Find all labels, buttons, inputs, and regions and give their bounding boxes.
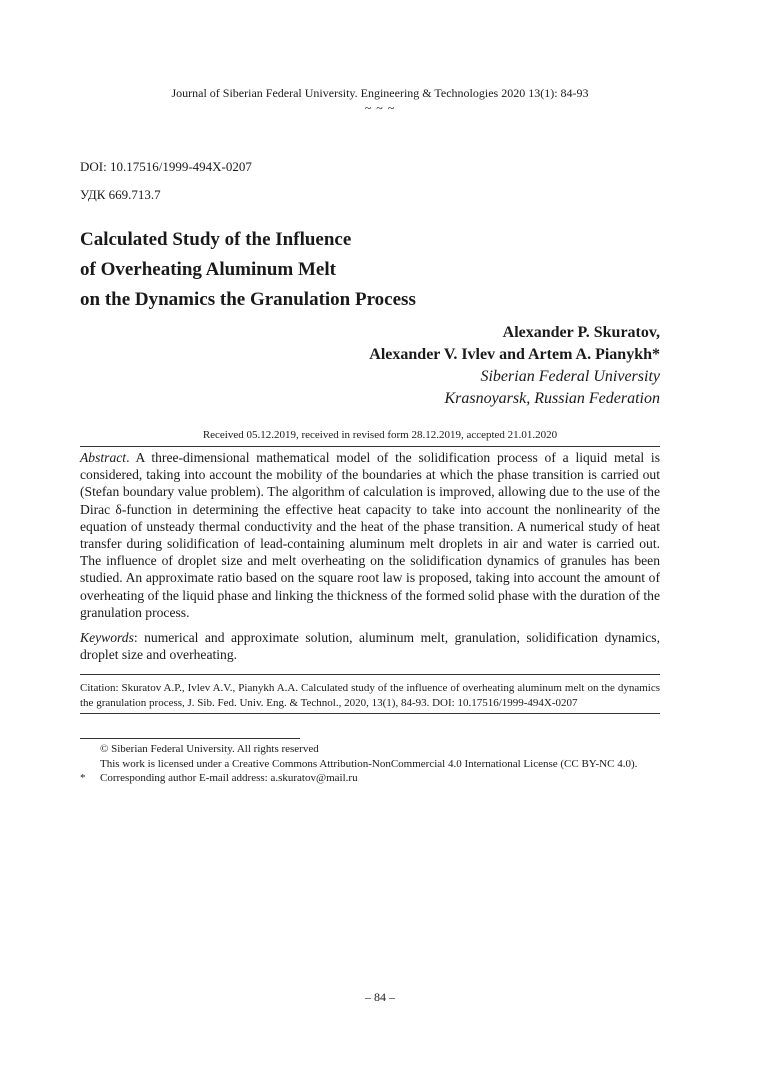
paper-title xyxy=(80,225,680,315)
footnotes xyxy=(80,742,670,786)
abstract-label: Abstract xyxy=(80,450,127,465)
title-line: Calculated Study of the Influence xyxy=(80,229,352,250)
abstract xyxy=(80,449,660,621)
footnote-rule xyxy=(80,738,300,739)
author-line: Alexander P. Skuratov, xyxy=(502,324,660,341)
divider xyxy=(80,713,660,714)
keywords-label: Keywords xyxy=(80,630,134,646)
abstract-block xyxy=(80,449,660,663)
keywords-text: : numerical and approximate solution, aluminum melt, granulation, solidification dynamics, droplet size and overheating. xyxy=(80,630,660,663)
doi: DOI: 10.17516/1999-494X-0207 xyxy=(80,159,252,174)
author-line: Alexander V. Ivlev and Artem A. Pianykh* xyxy=(369,346,660,363)
udc-code: УДК 669.713.7 xyxy=(80,187,161,202)
journal-header: Journal of Siberian Federal University. Engineering & Technologies 2020 13(1): 84-93 xyxy=(171,86,589,100)
title-line: of Overheating Aluminum Melt xyxy=(80,259,336,280)
corresponding-text: Corresponding author E-mail address: a.skuratov@mail.ru xyxy=(100,772,358,784)
divider xyxy=(80,674,660,675)
header-separator: ~ ~ ~ xyxy=(364,101,396,115)
keywords xyxy=(80,629,660,663)
divider xyxy=(80,446,660,447)
abstract-text: . A three-dimensional mathematical model of the solidification process of a liquid metal is considered, taking into account the mobility of the boundaries at which the phase transition is carried out (Stefan boundary value problem). The algorithm of calculation is improved, allowing due to the use of the Dirac δ-function in determining the effective heat capacity to take into account the nonlinearity of the equation of unsteady thermal conductivity and the heat of the phase transition. A numerical study of heat transfer during solidification of lead-containing aluminum melt droplets in air and water is carried out. The influence of droplet size and melt overheating on the solidification dynamics of granules has been studied. An approximate ratio based on the square root law is proposed, taking into account the amount of overheating of the liquid phase and linking the thickness of the formed solid phase with the duration of the granulation process. xyxy=(80,450,660,620)
location: Krasnoyarsk, Russian Federation xyxy=(444,390,660,407)
authors-block xyxy=(369,322,660,410)
title-line: on the Dynamics the Granulation Process xyxy=(80,289,416,310)
received-dates: Received 05.12.2019, received in revised form 28.12.2019, accepted 21.01.2020 xyxy=(202,429,558,441)
citation: Citation: Skuratov A.P., Ivlev A.V., Pianykh A.A. Calculated study of the influence of overheating aluminum melt on the dynamics the granulation process, J. Sib. Fed. Univ. Eng. & Technol., 2020, 13(1), 84-93. DOI: 10.17516/1999-494X-0207 xyxy=(80,682,660,709)
license-note: This work is licensed under a Creative Commons Attribution-NonCommercial 4.0 International License (CC BY-NC 4.0). xyxy=(100,757,638,770)
affiliation: Siberian Federal University xyxy=(480,368,660,385)
asterisk-mark: * xyxy=(80,772,86,784)
corresponding-note xyxy=(80,771,670,786)
copyright-note: © Siberian Federal University. All rights reserved xyxy=(100,743,319,755)
page-number: – 84 – xyxy=(365,990,395,1004)
